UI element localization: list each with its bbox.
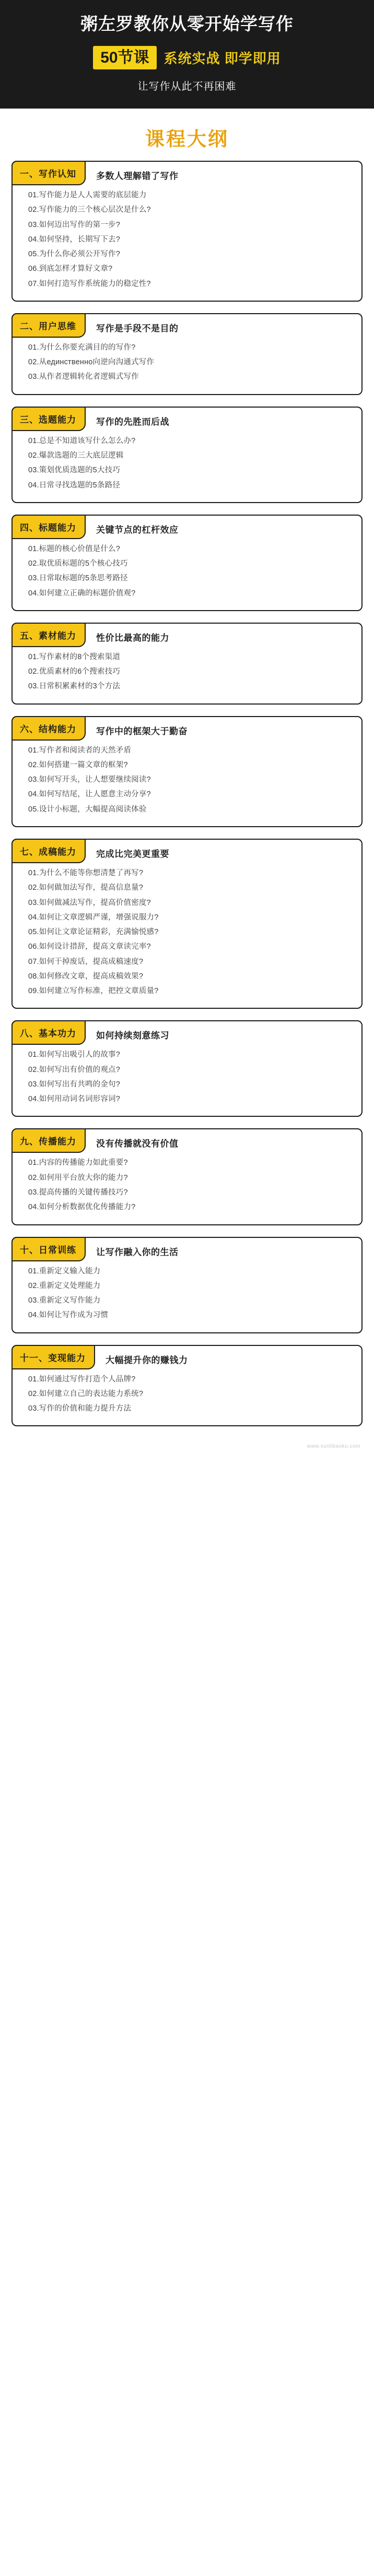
footer-fade: [0, 1438, 374, 1451]
lesson-item: 01.重新定义输入能力: [28, 1267, 101, 1275]
lesson-item: 01.内容的传播能力如此重要?: [28, 1159, 128, 1167]
lesson-item: 02.如何做加法写作，提高信息量?: [28, 884, 144, 892]
hero-badge-row: [0, 46, 374, 70]
lesson-item: 03.日常积累素材的3个方法: [28, 682, 121, 691]
watermark: www.xunlibaoku.com: [307, 1444, 360, 1450]
lesson-item: 02.取优质标题的5个核心技巧: [28, 559, 128, 568]
section-ribbon-label: 三、选题能力: [11, 407, 86, 431]
lesson-item: 02.如何用平台放大你的能力?: [28, 1173, 128, 1182]
section-ribbon-label: 十、日常训练: [11, 1237, 86, 1261]
page-title: 课程大纲: [145, 128, 229, 150]
section-ribbon-label: 一、写作认知: [11, 161, 86, 185]
lesson-item: 02.从единственно向逆向沟通式写作: [28, 358, 155, 367]
section-ribbon-label: 九、传播能力: [11, 1128, 86, 1153]
lesson-item: 02.重新定义处理能力: [28, 1281, 101, 1290]
lesson-item: 03.如何写开头，让人想要继续阅读?: [28, 776, 151, 784]
lesson-list: [13, 1155, 361, 1214]
section-header: [13, 1021, 361, 1044]
section-subtitle: 写作的先胜而后战: [96, 416, 169, 427]
section-subtitle: 如何持续刻意练习: [96, 1031, 169, 1041]
lesson-item: 04.如何用动词名词形容词?: [28, 1095, 121, 1104]
lesson-item: 05.设计小标题，大幅提高阅读体验: [28, 805, 147, 814]
lesson-list: [13, 542, 361, 601]
course-section: [11, 161, 363, 302]
lesson-item: 06.如何设计措辞，提高文章读完率?: [28, 943, 151, 951]
section-header: [13, 408, 361, 431]
lesson-list: [13, 340, 361, 385]
lesson-item: 05.如何让文章论证精彩，充满愉悦感?: [28, 928, 159, 937]
lesson-item: 02.如何写出有价值的观点?: [28, 1065, 121, 1074]
lesson-item: 04.如何坚持，长期写下去?: [28, 235, 121, 244]
lesson-item: 04.如何让写作成为习惯: [28, 1311, 109, 1320]
section-header: [13, 1129, 361, 1152]
lesson-item: 02.如何搭建一篇文章的框架?: [28, 760, 128, 769]
lesson-item: 01.如何写出吸引人的故事?: [28, 1051, 121, 1059]
section-header: [13, 717, 361, 740]
lesson-item: 02.优质素材的6个搜索技巧: [28, 667, 121, 676]
section-subtitle: 多数人理解错了写作: [96, 171, 179, 182]
lesson-item: 03.写作的价值和能力提升方法: [28, 1404, 132, 1413]
section-subtitle: 写作中的框架大于勤奋: [96, 726, 188, 736]
course-section: [11, 716, 363, 827]
section-subtitle: 大幅提升你的赚钱力: [106, 1355, 188, 1365]
section-subtitle: 完成比完美更重要: [96, 849, 169, 859]
lesson-item: 01.写作能力是人人需要的底层能力: [28, 191, 147, 200]
lesson-item: 01.标题的核心价值是什么?: [28, 544, 121, 553]
sections-container: [0, 161, 374, 1426]
lesson-item: 04.如何让文章逻辑严谨，增强说服力?: [28, 913, 159, 922]
lesson-item: 03.如何写出有共鸣的金句?: [28, 1080, 121, 1089]
course-section: [11, 1128, 363, 1225]
lesson-item: 01.写作素材的8个搜索渠道: [28, 652, 121, 661]
course-section: [11, 1345, 363, 1427]
section-ribbon-label: 四、标题能力: [11, 515, 86, 539]
hero-title: 粥左罗教你从零开始学写作: [80, 14, 294, 33]
lesson-item: 04.如何分析数据优化传播能力?: [28, 1203, 136, 1212]
lesson-item: 02.爆款选题的三大底层逻辑: [28, 451, 124, 460]
section-subtitle: 性价比最高的能力: [96, 633, 169, 643]
course-section: [11, 839, 363, 1009]
lesson-item: 09.如何建立写作标准，把控文章质量?: [28, 987, 159, 996]
lesson-item: 03.如何迈出写作的第一步?: [28, 220, 121, 229]
lesson-item: 03.重新定义写作能力: [28, 1296, 101, 1305]
lesson-item: 03.如何做减法写作，提高价值密度?: [28, 898, 151, 907]
lesson-list: [13, 650, 361, 694]
course-section: [11, 515, 363, 611]
lesson-list: [13, 188, 361, 291]
course-section: [11, 313, 363, 395]
lesson-item: 01.写作者和阅读者的天然矛盾: [28, 746, 132, 755]
lesson-list: [13, 1264, 361, 1323]
section-header: [13, 516, 361, 539]
lesson-item: 01.总是不知道该写什么怎么办?: [28, 436, 136, 445]
lesson-item: 01.为什么不能等你想清楚了再写?: [28, 869, 144, 877]
course-section: [11, 1237, 363, 1333]
lesson-item: 02.写作能力的三个核心层次是什么?: [28, 206, 151, 214]
lesson-item: 07.如何打造写作系统能力的稳定性?: [28, 279, 151, 288]
course-section: [11, 407, 363, 503]
lesson-count-badge: 50节课: [93, 46, 156, 70]
section-subtitle: 写作是手段不是目的: [96, 323, 179, 333]
course-section: [11, 1020, 363, 1117]
lesson-item: 06.到底怎样才算好文章?: [28, 265, 113, 273]
course-section: [11, 623, 363, 705]
lesson-item: 01.为什么你要充满目的的写作?: [28, 343, 136, 352]
section-ribbon-label: 五、素材能力: [11, 623, 86, 647]
hero-banner: [0, 0, 374, 109]
lesson-item: 03.提高传播的关键传播技巧?: [28, 1188, 128, 1197]
section-header: [13, 1346, 361, 1369]
lesson-item: 05.为什么你必须公开写作?: [28, 250, 121, 259]
section-header: [13, 1238, 361, 1261]
section-header: [13, 162, 361, 185]
lesson-list: [13, 743, 361, 817]
lesson-item: 02.如何建立自己的表达能力系统?: [28, 1389, 144, 1398]
lesson-item: 04.如何写结尾，让人愿意主动分享?: [28, 790, 151, 799]
section-ribbon-label: 十一、变现能力: [11, 1345, 95, 1369]
hero-subtitle-secondary: 让写作从此不再困难: [137, 81, 237, 93]
lesson-list: [13, 866, 361, 998]
section-header: [13, 314, 361, 337]
section-ribbon-label: 七、成稿能力: [11, 839, 86, 863]
lesson-list: [13, 1047, 361, 1106]
lesson-item: 01.如何通过写作打造个人品牌?: [28, 1375, 136, 1384]
lesson-item: 04.日常寻找选题的5条路径: [28, 481, 121, 490]
lesson-item: 03.策划优质选题的5大技巧: [28, 466, 121, 475]
section-subtitle: 让写作融入你的生活: [96, 1247, 179, 1257]
section-ribbon-label: 六、结构能力: [11, 716, 86, 741]
section-header: [13, 624, 361, 647]
hero-subtitle-primary: 系统实战 即学即用: [163, 50, 281, 66]
outline-title-wrap: [0, 109, 374, 161]
lesson-item: 03.从作者逻辑转化者逻辑式写作: [28, 373, 139, 381]
lesson-item: 07.如何干掉废话，提高成稿速度?: [28, 957, 144, 966]
lesson-item: 03.日常取标题的5条思考路径: [28, 574, 128, 583]
lesson-list: [13, 1372, 361, 1416]
section-header: [13, 840, 361, 863]
lesson-item: 04.如何建立正确的标题价值观?: [28, 589, 136, 598]
section-subtitle: 关键节点的杠杆效应: [96, 524, 179, 535]
lesson-list: [13, 434, 361, 493]
section-subtitle: 没有传播就没有价值: [96, 1139, 179, 1149]
section-ribbon-label: 八、基本功力: [11, 1020, 86, 1045]
lesson-item: 08.如何修改文章，提高成稿效果?: [28, 972, 144, 981]
section-ribbon-label: 二、用户思维: [11, 313, 86, 338]
